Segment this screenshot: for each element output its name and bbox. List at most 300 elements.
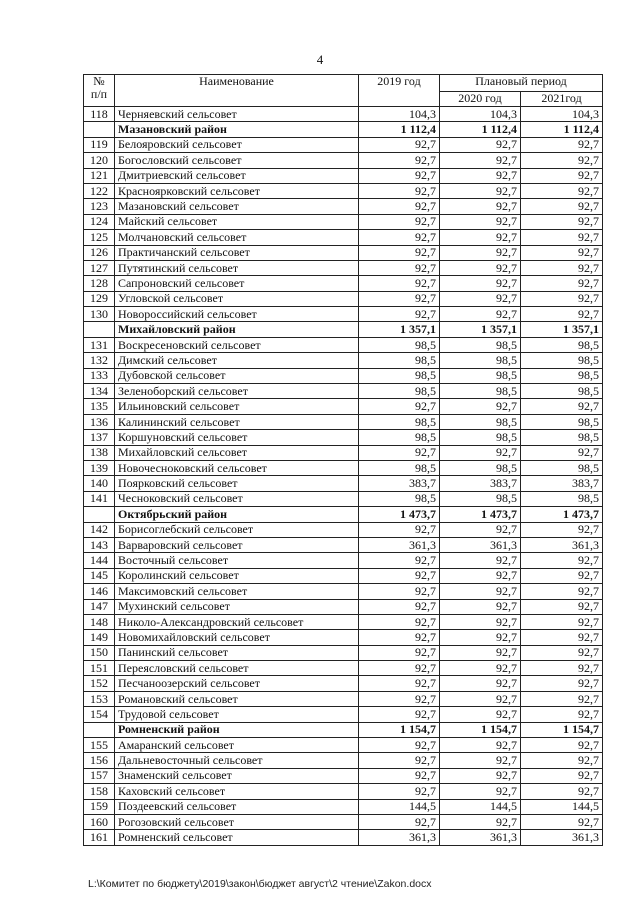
value-2021: 92,7 [521, 553, 603, 568]
row-number: 159 [84, 799, 115, 814]
value-2020: 92,7 [440, 214, 521, 229]
header-plan-period: Плановый период [440, 75, 603, 92]
value-2021: 104,3 [521, 107, 603, 122]
row-number: 119 [84, 137, 115, 152]
value-2020: 92,7 [440, 399, 521, 414]
table-row [84, 691, 603, 706]
value-2020: 92,7 [440, 307, 521, 322]
value-2019: 1 112,4 [359, 122, 440, 137]
value-2021: 92,7 [521, 738, 603, 753]
table-row [84, 260, 603, 275]
table-row [84, 291, 603, 306]
value-2021: 92,7 [521, 307, 603, 322]
value-2021: 361,3 [521, 537, 603, 552]
table-row [84, 168, 603, 183]
budget-table [83, 74, 603, 846]
value-2020: 98,5 [440, 368, 521, 383]
row-number: 149 [84, 630, 115, 645]
value-2019: 92,7 [359, 553, 440, 568]
value-2020: 92,7 [440, 599, 521, 614]
row-name: Дальневосточный сельсовет [115, 753, 359, 768]
table-row [84, 414, 603, 429]
value-2020: 1 357,1 [440, 322, 521, 337]
value-2019: 92,7 [359, 707, 440, 722]
value-2021: 92,7 [521, 614, 603, 629]
table-row [84, 384, 603, 399]
table-row [84, 753, 603, 768]
district-row [84, 322, 603, 337]
value-2020: 1 473,7 [440, 507, 521, 522]
table-row [84, 599, 603, 614]
row-number: 138 [84, 445, 115, 460]
value-2019: 92,7 [359, 307, 440, 322]
table-row [84, 460, 603, 475]
row-name: Амаранский сельсовет [115, 738, 359, 753]
value-2021: 92,7 [521, 661, 603, 676]
value-2021: 92,7 [521, 814, 603, 829]
value-2021: 1 112,4 [521, 122, 603, 137]
row-name: Ильиновский сельсовет [115, 399, 359, 414]
value-2020: 92,7 [440, 230, 521, 245]
row-number: 128 [84, 276, 115, 291]
value-2020: 98,5 [440, 353, 521, 368]
value-2021: 98,5 [521, 430, 603, 445]
row-name: Молчановский сельсовет [115, 230, 359, 245]
value-2020: 1 112,4 [440, 122, 521, 137]
row-number: 131 [84, 337, 115, 352]
row-name: Мазановский район [115, 122, 359, 137]
header-year-2019: 2019 год [359, 75, 440, 107]
row-name: Королинский сельсовет [115, 568, 359, 583]
header-number-line2: п/п [90, 87, 108, 101]
value-2020: 92,7 [440, 445, 521, 460]
table-row [84, 199, 603, 214]
value-2019: 98,5 [359, 460, 440, 475]
table-row [84, 784, 603, 799]
value-2019: 98,5 [359, 368, 440, 383]
value-2020: 92,7 [440, 753, 521, 768]
row-name: Поярковский сельсовет [115, 476, 359, 491]
district-row [84, 722, 603, 737]
value-2020: 92,7 [440, 522, 521, 537]
header-name: Наименование [115, 75, 359, 107]
value-2019: 92,7 [359, 614, 440, 629]
row-number: 161 [84, 830, 115, 845]
table-row [84, 738, 603, 753]
row-number: 125 [84, 230, 115, 245]
row-name: Борисоглебский сельсовет [115, 522, 359, 537]
value-2020: 98,5 [440, 414, 521, 429]
table-row [84, 568, 603, 583]
value-2020: 383,7 [440, 476, 521, 491]
row-number: 124 [84, 214, 115, 229]
value-2019: 92,7 [359, 199, 440, 214]
table-row [84, 707, 603, 722]
value-2021: 92,7 [521, 691, 603, 706]
value-2019: 92,7 [359, 276, 440, 291]
row-number: 136 [84, 414, 115, 429]
row-name: Панинский сельсовет [115, 645, 359, 660]
value-2020: 92,7 [440, 199, 521, 214]
value-2019: 98,5 [359, 414, 440, 429]
row-number: 157 [84, 768, 115, 783]
table-row [84, 645, 603, 660]
table-row [84, 276, 603, 291]
value-2021: 92,7 [521, 137, 603, 152]
value-2019: 92,7 [359, 183, 440, 198]
value-2019: 92,7 [359, 245, 440, 260]
value-2021: 92,7 [521, 445, 603, 460]
value-2020: 98,5 [440, 491, 521, 506]
value-2021: 98,5 [521, 353, 603, 368]
value-2021: 92,7 [521, 645, 603, 660]
value-2019: 92,7 [359, 291, 440, 306]
row-name: Восточный сельсовет [115, 553, 359, 568]
value-2020: 104,3 [440, 107, 521, 122]
value-2019: 92,7 [359, 753, 440, 768]
row-name: Знаменский сельсовет [115, 768, 359, 783]
row-name: Красноярковский сельсовет [115, 183, 359, 198]
row-number: 120 [84, 153, 115, 168]
value-2021: 92,7 [521, 584, 603, 599]
row-name: Угловской сельсовет [115, 291, 359, 306]
row-name: Трудовой сельсовет [115, 707, 359, 722]
value-2021: 98,5 [521, 414, 603, 429]
table-row [84, 153, 603, 168]
table-row [84, 630, 603, 645]
value-2019: 98,5 [359, 353, 440, 368]
value-2021: 92,7 [521, 260, 603, 275]
value-2021: 92,7 [521, 784, 603, 799]
row-number: 123 [84, 199, 115, 214]
table-header [84, 75, 603, 107]
value-2020: 98,5 [440, 337, 521, 352]
value-2019: 92,7 [359, 522, 440, 537]
row-name: Михайловский сельсовет [115, 445, 359, 460]
row-number: 154 [84, 707, 115, 722]
row-number [84, 507, 115, 522]
value-2020: 92,7 [440, 291, 521, 306]
value-2020: 92,7 [440, 276, 521, 291]
row-number [84, 122, 115, 137]
row-name: Поздеевский сельсовет [115, 799, 359, 814]
table-row [84, 337, 603, 352]
table-row [84, 445, 603, 460]
value-2019: 361,3 [359, 537, 440, 552]
table-row [84, 768, 603, 783]
table-row [84, 799, 603, 814]
value-2020: 92,7 [440, 707, 521, 722]
row-number [84, 722, 115, 737]
header-year-2021: 2021год [521, 92, 603, 107]
value-2020: 361,3 [440, 830, 521, 845]
row-number: 127 [84, 260, 115, 275]
value-2020: 92,7 [440, 568, 521, 583]
row-number: 156 [84, 753, 115, 768]
row-number: 148 [84, 614, 115, 629]
value-2020: 1 154,7 [440, 722, 521, 737]
header-year-2020: 2020 год [440, 92, 521, 107]
value-2021: 1 357,1 [521, 322, 603, 337]
row-number: 142 [84, 522, 115, 537]
value-2019: 92,7 [359, 584, 440, 599]
value-2019: 98,5 [359, 384, 440, 399]
row-number: 155 [84, 738, 115, 753]
value-2019: 383,7 [359, 476, 440, 491]
row-name: Михайловский район [115, 322, 359, 337]
row-name: Октябрьский район [115, 507, 359, 522]
table-row [84, 522, 603, 537]
value-2019: 92,7 [359, 568, 440, 583]
value-2021: 98,5 [521, 368, 603, 383]
table-row [84, 584, 603, 599]
row-name: Песчаноозерский сельсовет [115, 676, 359, 691]
value-2019: 92,7 [359, 738, 440, 753]
value-2021: 92,7 [521, 214, 603, 229]
row-number: 153 [84, 691, 115, 706]
value-2021: 92,7 [521, 522, 603, 537]
row-number: 134 [84, 384, 115, 399]
value-2020: 92,7 [440, 614, 521, 629]
row-name: Богословский сельсовет [115, 153, 359, 168]
value-2021: 92,7 [521, 753, 603, 768]
value-2021: 1 154,7 [521, 722, 603, 737]
district-row [84, 507, 603, 522]
value-2019: 92,7 [359, 645, 440, 660]
value-2020: 92,7 [440, 245, 521, 260]
row-number: 140 [84, 476, 115, 491]
row-name: Дмитриевский сельсовет [115, 168, 359, 183]
row-name: Черняевский сельсовет [115, 107, 359, 122]
value-2019: 92,7 [359, 153, 440, 168]
table-row [84, 137, 603, 152]
table-row [84, 676, 603, 691]
row-number: 141 [84, 491, 115, 506]
row-name: Мазановский сельсовет [115, 199, 359, 214]
row-name: Новороссийский сельсовет [115, 307, 359, 322]
table-row [84, 553, 603, 568]
value-2020: 361,3 [440, 537, 521, 552]
value-2021: 92,7 [521, 676, 603, 691]
row-name: Ромненский сельсовет [115, 830, 359, 845]
row-name: Ромненский район [115, 722, 359, 737]
row-name: Новомихайловский сельсовет [115, 630, 359, 645]
value-2019: 92,7 [359, 260, 440, 275]
value-2019: 92,7 [359, 214, 440, 229]
value-2020: 92,7 [440, 784, 521, 799]
row-name: Дубовской сельсовет [115, 368, 359, 383]
table-row [84, 830, 603, 845]
value-2020: 92,7 [440, 768, 521, 783]
row-number [84, 322, 115, 337]
table-row [84, 368, 603, 383]
value-2020: 92,7 [440, 738, 521, 753]
value-2021: 92,7 [521, 168, 603, 183]
value-2021: 92,7 [521, 599, 603, 614]
value-2021: 98,5 [521, 491, 603, 506]
table-row [84, 399, 603, 414]
row-name: Путятинский сельсовет [115, 260, 359, 275]
row-number: 151 [84, 661, 115, 676]
value-2020: 92,7 [440, 814, 521, 829]
row-number: 130 [84, 307, 115, 322]
row-name: Коршуновский сельсовет [115, 430, 359, 445]
row-name: Переясловский сельсовет [115, 661, 359, 676]
value-2019: 361,3 [359, 830, 440, 845]
value-2021: 144,5 [521, 799, 603, 814]
row-number: 118 [84, 107, 115, 122]
row-number: 126 [84, 245, 115, 260]
value-2019: 1 357,1 [359, 322, 440, 337]
value-2019: 92,7 [359, 676, 440, 691]
value-2021: 92,7 [521, 707, 603, 722]
value-2019: 92,7 [359, 599, 440, 614]
row-number: 160 [84, 814, 115, 829]
value-2021: 92,7 [521, 153, 603, 168]
row-number: 144 [84, 553, 115, 568]
table-row [84, 214, 603, 229]
row-name: Романовский сельсовет [115, 691, 359, 706]
row-name: Каховский сельсовет [115, 784, 359, 799]
row-number: 143 [84, 537, 115, 552]
value-2021: 92,7 [521, 183, 603, 198]
value-2021: 98,5 [521, 460, 603, 475]
row-name: Димский сельсовет [115, 353, 359, 368]
row-number: 135 [84, 399, 115, 414]
district-row [84, 122, 603, 137]
value-2021: 92,7 [521, 245, 603, 260]
value-2021: 92,7 [521, 291, 603, 306]
value-2019: 92,7 [359, 168, 440, 183]
row-number: 122 [84, 183, 115, 198]
header-number-line1: № [93, 74, 105, 88]
row-number: 133 [84, 368, 115, 383]
table-row [84, 476, 603, 491]
value-2021: 98,5 [521, 337, 603, 352]
table-row [84, 614, 603, 629]
value-2020: 92,7 [440, 260, 521, 275]
value-2019: 92,7 [359, 814, 440, 829]
value-2019: 92,7 [359, 137, 440, 152]
value-2021: 98,5 [521, 384, 603, 399]
value-2020: 92,7 [440, 153, 521, 168]
value-2021: 92,7 [521, 199, 603, 214]
value-2019: 92,7 [359, 768, 440, 783]
table-row [84, 245, 603, 260]
row-name: Новочесноковский сельсовет [115, 460, 359, 475]
value-2021: 361,3 [521, 830, 603, 845]
row-number: 147 [84, 599, 115, 614]
value-2020: 92,7 [440, 645, 521, 660]
row-name: Чесноковский сельсовет [115, 491, 359, 506]
row-name: Варваровский сельсовет [115, 537, 359, 552]
value-2020: 98,5 [440, 384, 521, 399]
table-body [84, 107, 603, 846]
value-2020: 98,5 [440, 460, 521, 475]
table-row [84, 353, 603, 368]
value-2020: 92,7 [440, 661, 521, 676]
row-number: 137 [84, 430, 115, 445]
table-row [84, 307, 603, 322]
value-2019: 92,7 [359, 661, 440, 676]
row-name: Калининский сельсовет [115, 414, 359, 429]
value-2019: 144,5 [359, 799, 440, 814]
value-2021: 92,7 [521, 630, 603, 645]
value-2019: 1 154,7 [359, 722, 440, 737]
table-row [84, 430, 603, 445]
value-2021: 1 473,7 [521, 507, 603, 522]
table-row [84, 230, 603, 245]
value-2020: 92,7 [440, 168, 521, 183]
row-number: 139 [84, 460, 115, 475]
value-2020: 92,7 [440, 691, 521, 706]
footer-file-path: L:\Комитет по бюджету\2019\закон\бюджет август\2 чтение\Zakon.docx [88, 878, 432, 890]
row-name: Белояровский сельсовет [115, 137, 359, 152]
value-2019: 92,7 [359, 445, 440, 460]
value-2019: 98,5 [359, 491, 440, 506]
row-number: 150 [84, 645, 115, 660]
value-2019: 98,5 [359, 337, 440, 352]
value-2021: 92,7 [521, 568, 603, 583]
table-row [84, 661, 603, 676]
value-2021: 383,7 [521, 476, 603, 491]
value-2019: 92,7 [359, 230, 440, 245]
page-number: 4 [316, 52, 324, 67]
value-2020: 92,7 [440, 137, 521, 152]
value-2019: 98,5 [359, 430, 440, 445]
value-2019: 104,3 [359, 107, 440, 122]
row-number: 121 [84, 168, 115, 183]
value-2021: 92,7 [521, 399, 603, 414]
table-row [84, 107, 603, 122]
value-2021: 92,7 [521, 768, 603, 783]
row-name: Майский сельсовет [115, 214, 359, 229]
value-2020: 92,7 [440, 630, 521, 645]
row-number: 145 [84, 568, 115, 583]
value-2020: 92,7 [440, 183, 521, 198]
row-name: Рогозовский сельсовет [115, 814, 359, 829]
value-2021: 92,7 [521, 276, 603, 291]
table-row [84, 491, 603, 506]
table-row [84, 814, 603, 829]
value-2020: 144,5 [440, 799, 521, 814]
row-name: Мухинский сельсовет [115, 599, 359, 614]
row-name: Воскресеновский сельсовет [115, 337, 359, 352]
row-name: Практичанский сельсовет [115, 245, 359, 260]
row-name: Зеленоборский сельсовет [115, 384, 359, 399]
row-number: 152 [84, 676, 115, 691]
row-number: 129 [84, 291, 115, 306]
value-2019: 92,7 [359, 784, 440, 799]
value-2019: 92,7 [359, 399, 440, 414]
row-name: Николо-Александровский сельсовет [115, 614, 359, 629]
header-number [84, 75, 115, 107]
row-number: 132 [84, 353, 115, 368]
value-2019: 92,7 [359, 630, 440, 645]
row-name: Сапроновский сельсовет [115, 276, 359, 291]
row-number: 158 [84, 784, 115, 799]
table-row [84, 183, 603, 198]
value-2020: 92,7 [440, 553, 521, 568]
value-2020: 98,5 [440, 430, 521, 445]
row-name: Максимовский сельсовет [115, 584, 359, 599]
value-2019: 92,7 [359, 691, 440, 706]
table-row [84, 537, 603, 552]
row-number: 146 [84, 584, 115, 599]
value-2020: 92,7 [440, 676, 521, 691]
value-2019: 1 473,7 [359, 507, 440, 522]
value-2020: 92,7 [440, 584, 521, 599]
